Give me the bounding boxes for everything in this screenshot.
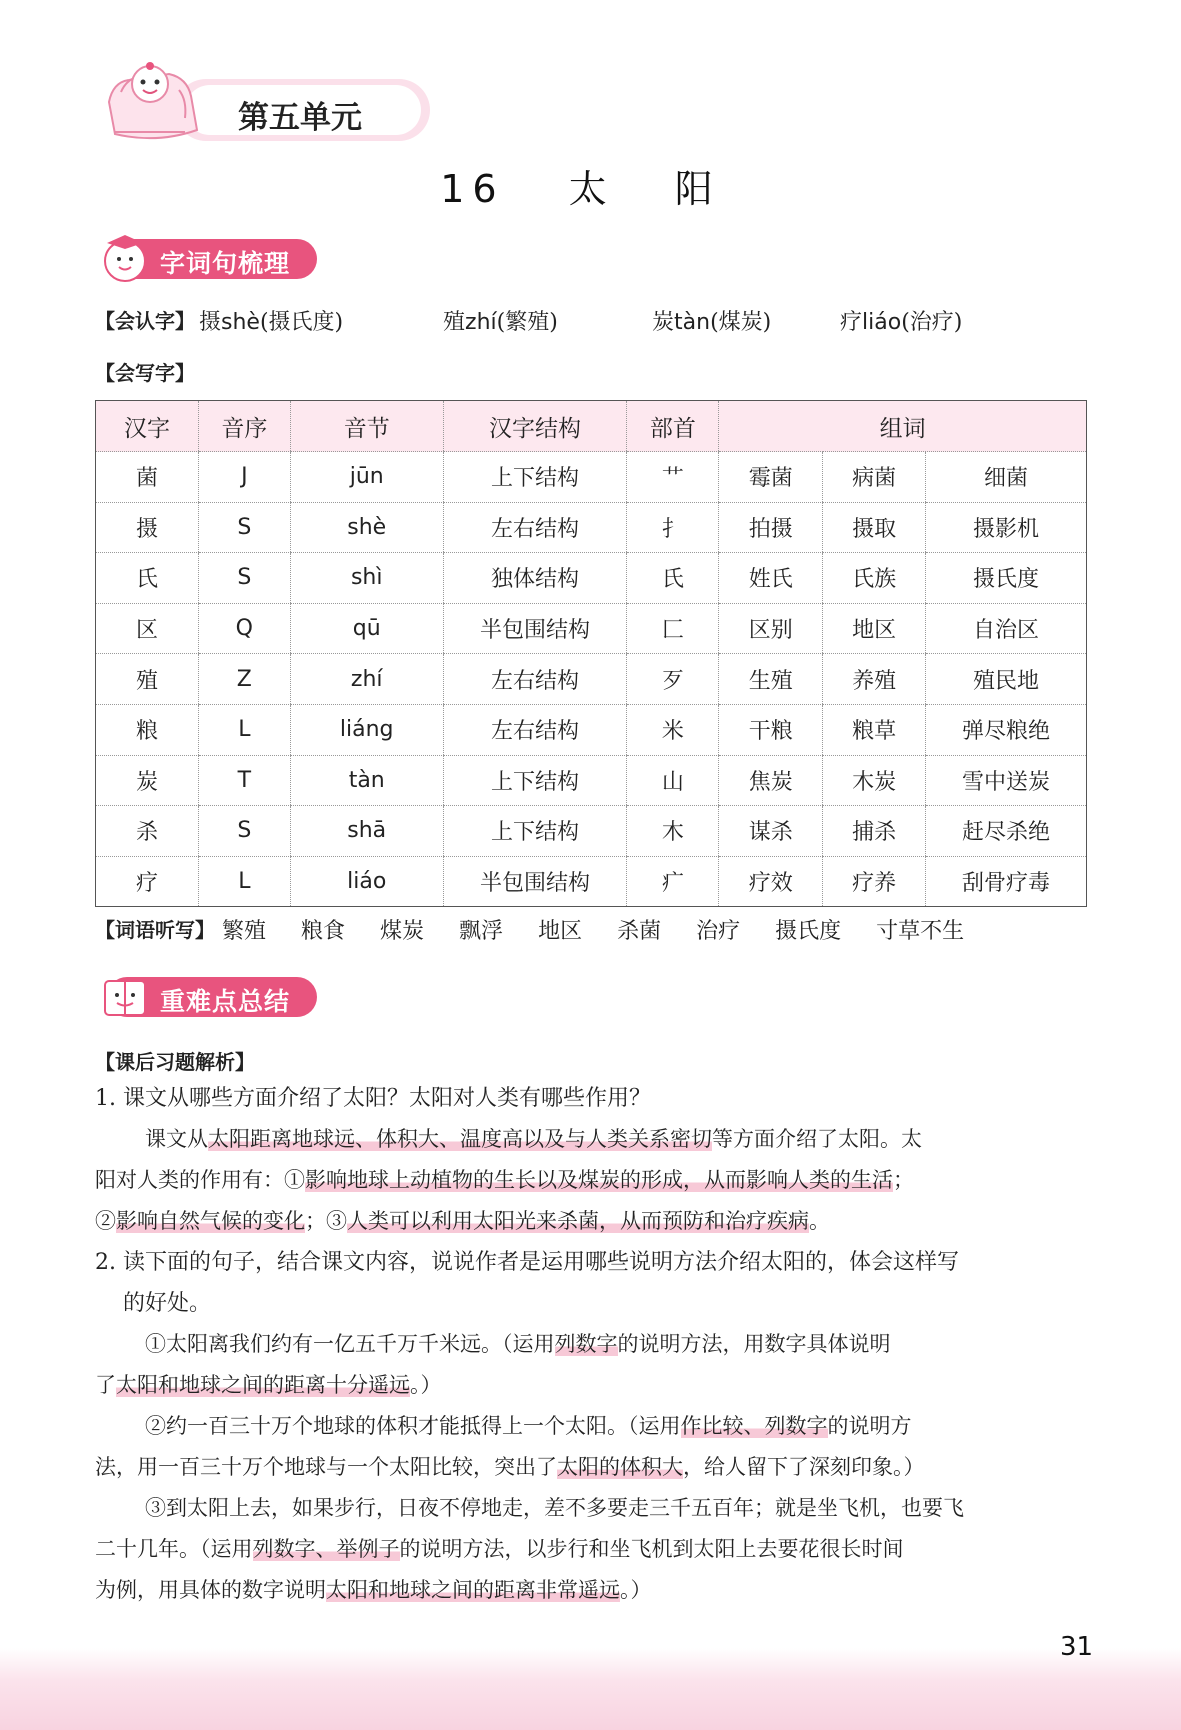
section-badge-key-points <box>95 975 335 1019</box>
lesson-title-char-1: 太 <box>568 167 615 211</box>
recognize-item-3: 炭tàn(煤炭) <box>652 310 772 335</box>
table-row <box>96 603 1087 654</box>
exercises-line <box>95 1046 255 1075</box>
answer-1-line-2: 阳对人类的作用有：①影响地球上动植物的生长以及煤炭的形成，从而影响人类的生活； <box>95 1168 914 1192</box>
dictation-word: 煤炭 <box>380 919 425 944</box>
header-order: 音序 <box>198 401 290 452</box>
cell-word: 自治区 <box>926 603 1087 654</box>
book-mascot-icon <box>95 967 157 1027</box>
answer-1-line-3: ②影响自然气候的变化；③人类可以利用太阳光来杀菌，从而预防和治疗疾病。 <box>95 1209 830 1233</box>
character-table <box>95 400 1087 907</box>
cell-word: 粮草 <box>823 704 926 755</box>
cell-word: 谋杀 <box>719 806 823 857</box>
recognize-item-1: 摄shè(摄氏度) <box>199 310 344 335</box>
question-2-line-2: 的好处。 <box>123 1291 212 1316</box>
table-row <box>96 553 1087 604</box>
cell-order: S <box>198 553 290 604</box>
answer-1-line-1: 课文从太阳距离地球远、体积大、温度高以及与人类关系密切等方面介绍了太阳。太 <box>145 1127 922 1151</box>
exercises-label: 【课后习题解析】 <box>95 1050 255 1074</box>
cell-char: 杀 <box>96 806 199 857</box>
cell-word: 生殖 <box>719 654 823 705</box>
cell-word: 疗养 <box>823 856 926 907</box>
cell-word: 疗效 <box>719 856 823 907</box>
cell-structure: 左右结构 <box>443 654 627 705</box>
cell-word: 雪中送炭 <box>926 755 1087 806</box>
cell-word: 区别 <box>719 603 823 654</box>
sentence-3-line-3: 为例，用具体的数字说明太阳和地球之间的距离非常遥远。） <box>95 1578 652 1602</box>
sentence-3-line-2: 二十几年。（运用列数字、举例子的说明方法，以步行和坐飞机到太阳上去要花很长时间 <box>95 1537 904 1561</box>
table-row <box>96 806 1087 857</box>
cell-order: S <box>198 502 290 553</box>
cell-word: 捕杀 <box>823 806 926 857</box>
cell-word: 拍摄 <box>719 502 823 553</box>
cell-radical: 疒 <box>627 856 719 907</box>
lesson-title <box>0 158 1181 213</box>
cell-order: Z <box>198 654 290 705</box>
cell-word: 摄氏度 <box>926 553 1087 604</box>
cell-radical: 匚 <box>627 603 719 654</box>
cell-radical: 扌 <box>627 502 719 553</box>
dictation-word: 寸草不生 <box>876 919 965 944</box>
cell-syllable: tàn <box>290 755 443 806</box>
recognize-label: 【会认字】 <box>95 309 195 333</box>
lesson-number: 16 <box>440 167 505 211</box>
sentence-1-line-1: ①太阳离我们约有一亿五千万千米远。（运用列数字的说明方法，用数字具体说明 <box>145 1332 891 1356</box>
cell-word: 木炭 <box>823 755 926 806</box>
cell-char: 摄 <box>96 502 199 553</box>
section-title-key-points: 重难点总结 <box>160 987 291 1016</box>
cell-radical: 木 <box>627 806 719 857</box>
cell-order: J <box>198 452 290 503</box>
question-2-line-1: 2. 读下面的句子，结合课文内容，说说作者是运用哪些说明方法介绍太阳的，体会这样写 <box>95 1250 959 1275</box>
cell-char: 炭 <box>96 755 199 806</box>
table-row <box>96 704 1087 755</box>
cell-word: 摄影机 <box>926 502 1087 553</box>
cell-order: L <box>198 704 290 755</box>
cell-word: 殖民地 <box>926 654 1087 705</box>
dictation-word: 粮食 <box>301 919 346 944</box>
cell-word: 地区 <box>823 603 926 654</box>
cell-syllable: zhí <box>290 654 443 705</box>
lesson-title-char-2: 阳 <box>674 167 721 211</box>
cell-word: 细菌 <box>926 452 1087 503</box>
footer-band <box>0 1648 1181 1730</box>
table-row <box>96 856 1087 907</box>
dictation-word: 飘浮 <box>459 919 504 944</box>
dictation-word: 杀菌 <box>617 919 662 944</box>
dictation-label: 【词语听写】 <box>95 918 215 942</box>
cell-word: 弹尽粮绝 <box>926 704 1087 755</box>
page-number: 31 <box>1060 1632 1094 1662</box>
cell-structure: 独体结构 <box>443 553 627 604</box>
dictation-line <box>95 914 215 943</box>
cell-syllable: shè <box>290 502 443 553</box>
sentence-2-line-2: 法，用一百三十万个地球与一个太阳比较，突出了太阳的体积大，给人留下了深刻印象。） <box>95 1455 925 1479</box>
cell-char: 区 <box>96 603 199 654</box>
cell-structure: 左右结构 <box>443 502 627 553</box>
cell-char: 粮 <box>96 704 199 755</box>
header-radical: 部首 <box>627 401 719 452</box>
unit-banner <box>95 62 435 152</box>
cell-order: L <box>198 856 290 907</box>
mascot-illustration <box>95 62 215 152</box>
cell-word: 摄取 <box>823 502 926 553</box>
header-words: 组词 <box>719 401 1087 452</box>
table-row <box>96 654 1087 705</box>
table-header-row <box>96 401 1087 452</box>
cell-word: 刮骨疗毒 <box>926 856 1087 907</box>
table-row <box>96 755 1087 806</box>
cell-word: 霉菌 <box>719 452 823 503</box>
recognize-item-2: 殖zhí(繁殖) <box>443 310 558 335</box>
cell-radical: 米 <box>627 704 719 755</box>
sentence-2-line-1: ②约一百三十万个地球的体积才能抵得上一个太阳。（运用作比较、列数字的说明方 <box>145 1414 912 1438</box>
cell-order: S <box>198 806 290 857</box>
cell-word: 姓氏 <box>719 553 823 604</box>
header-structure: 汉字结构 <box>443 401 627 452</box>
cell-word: 养殖 <box>823 654 926 705</box>
cell-syllable: shā <box>290 806 443 857</box>
cell-structure: 半包围结构 <box>443 856 627 907</box>
cell-word: 赶尽杀绝 <box>926 806 1087 857</box>
cell-char: 殖 <box>96 654 199 705</box>
cell-structure: 上下结构 <box>443 755 627 806</box>
table-row <box>96 452 1087 503</box>
cell-order: Q <box>198 603 290 654</box>
section-title-vocab: 字词句梳理 <box>160 249 291 278</box>
cell-structure: 半包围结构 <box>443 603 627 654</box>
cell-syllable: qū <box>290 603 443 654</box>
cell-syllable: liáo <box>290 856 443 907</box>
cell-word: 焦炭 <box>719 755 823 806</box>
cell-radical: 山 <box>627 755 719 806</box>
cell-radical: 氏 <box>627 553 719 604</box>
cell-syllable: jūn <box>290 452 443 503</box>
cell-radical: 艹 <box>627 452 719 503</box>
mascot-icon <box>95 229 157 289</box>
sentence-1-line-2: 了太阳和地球之间的距离十分遥远。） <box>95 1373 442 1397</box>
cell-char: 氏 <box>96 553 199 604</box>
cell-order: T <box>198 755 290 806</box>
section-badge-vocab <box>95 237 335 281</box>
cell-structure: 上下结构 <box>443 806 627 857</box>
unit-title: 第五单元 <box>238 100 362 136</box>
dictation-word: 治疗 <box>696 919 741 944</box>
write-label: 【会写字】 <box>95 361 195 385</box>
cell-word: 氏族 <box>823 553 926 604</box>
cell-char: 疗 <box>96 856 199 907</box>
write-line <box>95 357 195 386</box>
dictation-word: 地区 <box>538 919 583 944</box>
dictation-word: 摄氏度 <box>775 919 842 944</box>
cell-char: 菌 <box>96 452 199 503</box>
recognize-item-4: 疗liáo(治疗) <box>840 310 963 335</box>
recognize-line <box>95 305 195 334</box>
cell-syllable: shì <box>290 553 443 604</box>
cell-word: 干粮 <box>719 704 823 755</box>
header-char: 汉字 <box>96 401 199 452</box>
header-syllable: 音节 <box>290 401 443 452</box>
cell-word: 病菌 <box>823 452 926 503</box>
cell-structure: 上下结构 <box>443 452 627 503</box>
cell-radical: 歹 <box>627 654 719 705</box>
dictation-word: 繁殖 <box>222 919 267 944</box>
question-1: 1. 课文从哪些方面介绍了太阳？太阳对人类有哪些作用？ <box>95 1086 651 1111</box>
cell-syllable: liáng <box>290 704 443 755</box>
dictation-words <box>222 914 964 945</box>
table-row <box>96 502 1087 553</box>
sentence-3-line-1: ③到太阳上去，如果步行，日夜不停地走，差不多要走三千五百年；就是坐飞机，也要飞 <box>145 1496 964 1520</box>
cell-structure: 左右结构 <box>443 704 627 755</box>
